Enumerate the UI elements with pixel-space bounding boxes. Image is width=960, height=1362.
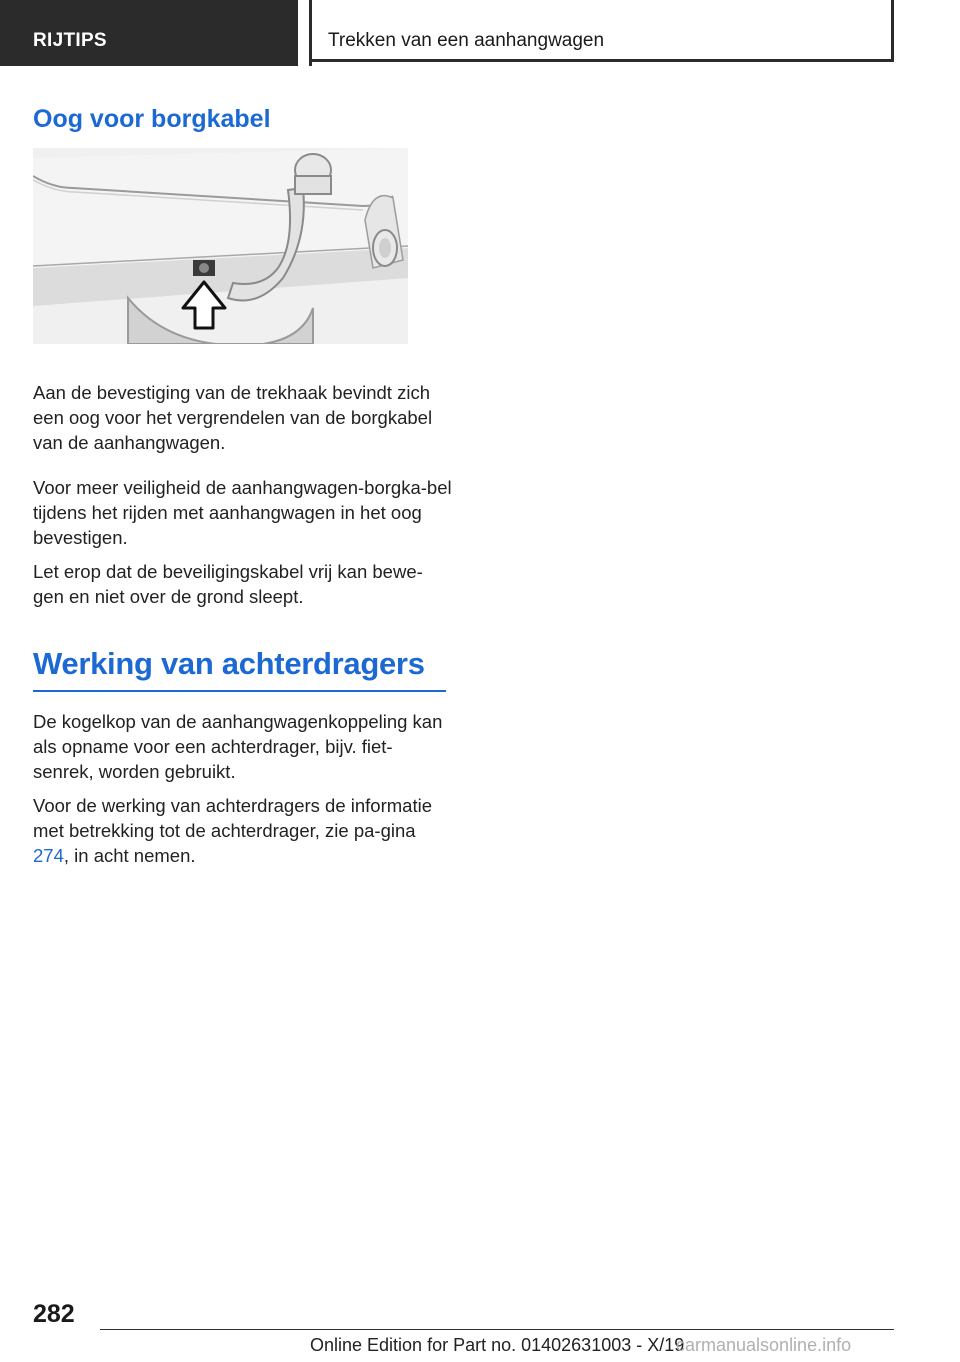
paragraph-rack-usage: De kogelkop van de aanhangwagenkoppeling kan als opname voor een achterdrager, bijv. fiet-senrek, worden gebruikt. bbox=[33, 711, 443, 782]
section-label: RIJTIPS bbox=[0, 0, 298, 66]
page-number: 282 bbox=[33, 1300, 75, 1328]
page-reference-link[interactable]: 274 bbox=[33, 845, 64, 866]
rack-info-text: Voor de werking van achterdragers de informatie met betrekking tot de achterdrager, zie pa-gina bbox=[33, 795, 432, 841]
subsection-heading: Oog voor borgkabel bbox=[33, 105, 271, 133]
paragraph-rack-info bbox=[33, 793, 453, 868]
page-header bbox=[0, 0, 960, 66]
section-heading: Werking van achterdragers bbox=[33, 646, 446, 692]
edition-text: Online Edition for Part no. 01402631003 - X/19 bbox=[310, 1335, 685, 1355]
tow-hitch-illustration bbox=[33, 148, 408, 344]
paragraph-cable-safety: Voor meer veiligheid de aanhangwagen-borgka-bel tijdens het rijden met aanhangwagen in het oog bevestigen. bbox=[33, 477, 452, 548]
chapter-title: Trekken van een aanhangwagen bbox=[311, 0, 894, 62]
footer-divider bbox=[100, 1329, 894, 1330]
rack-info-text-end: , in acht nemen. bbox=[63, 845, 196, 866]
paragraph-cable-free: Let erop dat de beveiligingskabel vrij kan bewe-gen en niet over de grond sleept. bbox=[33, 561, 423, 607]
paragraph-eye-location: Aan de bevestiging van de trekhaak bevindt zich een oog voor het vergrendelen van de borgkabel van de aanhangwagen. bbox=[33, 382, 433, 453]
watermark-text: carmanualsonline.info bbox=[676, 1335, 852, 1355]
